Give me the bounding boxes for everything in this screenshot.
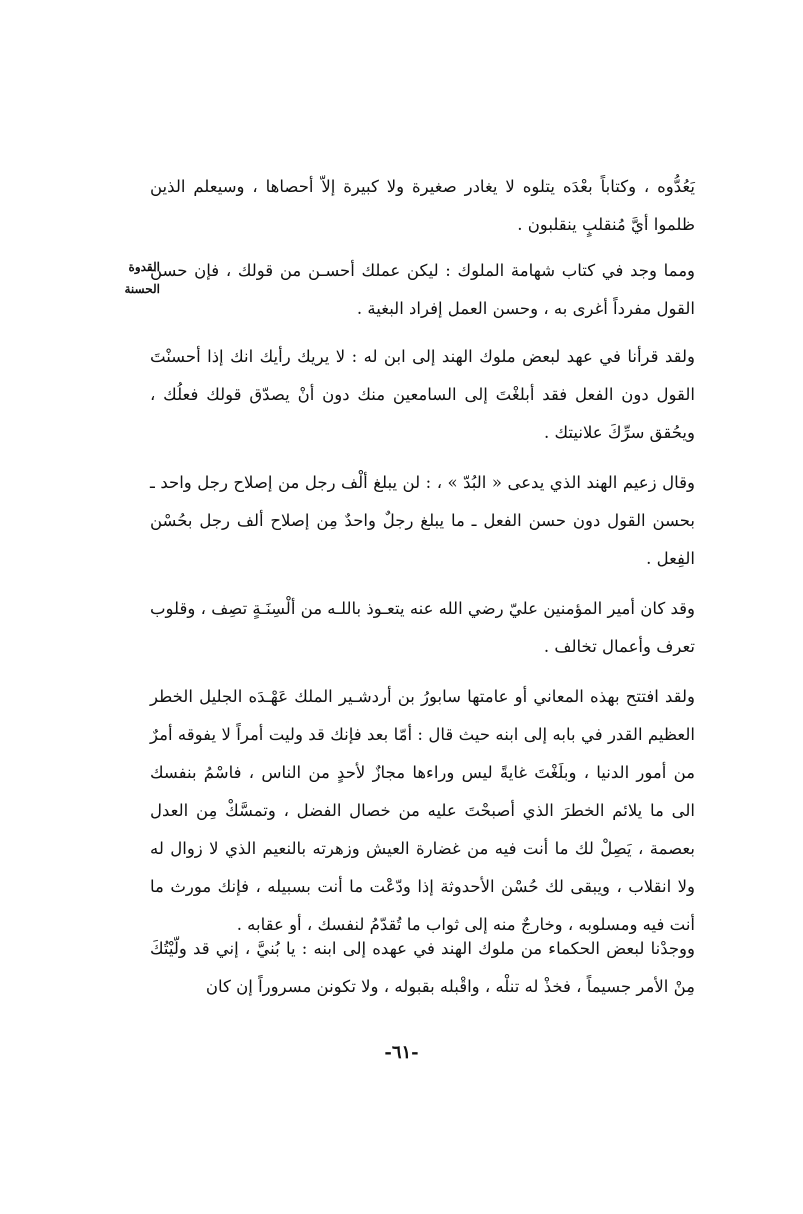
paragraph-5: وقد كان أمير المؤمنين عليّ رضي الله عنه يتعـوذ باللـه من ألْسِنَـةٍ تصِف ، وقلوب تعرف وأعمال تخالف . xyxy=(150,599,695,656)
page-number: -٦١- xyxy=(384,1042,419,1063)
paragraph-3: ولقد قرأنا في عهد لبعض ملوك الهند إلى ابن له : لا يريك رأيك انك إذا أحسنْتَ القول دون الفعل فقد أبلغْتَ إلى السامعين منك دون أنْ يصدّق قولك فعلُك ، ويحُقق سرِّكَ علانيتك . xyxy=(150,347,695,442)
margin-note: القدوة الحسنة xyxy=(124,260,160,296)
paragraph-7: ووجدْنا لبعض الحكماء من ملوك الهند في عهده إلى ابنه : يا بُنيَّ ، إني قد ولّيْتُكَ مِنْ الأمر جسيماً ، فخذْ له تنلْه ، واقْبله بقبوله ، ولا تكونن مسروراً إن كان xyxy=(150,939,695,996)
paragraph-2: ومما وجد في كتاب شهامة الملوك : ليكن عملك أحسـن من قولك ، فإن حسن القول مفرداً أغرى به ، وحسن العمل إفراد البغية . xyxy=(150,261,695,318)
paragraph-6: ولقد افتتح بهذه المعاني أو عامتها سابورُ بن أردشـير الملك عَهْـدَه الجليل الخطر العظيم القدر في بابه إلى ابنه حيث قال : أمّا بعد فإنك قد وليت أمراً لا يفوقه أمرٌ من أمور الدنيا ، وبلَغْتَ غايةً ليس وراءها مجازٌ لأحدٍ من الناس ، فاسْمُ بنفسك الى ما يلائم الخطرَ الذي أصبحْتَ عليه من خصال الفضل ، وتمسَّكْ مِن العدل بعصمة ، يَصِلْ لك ما أنت فيه من غضارة العيش وزهرته بالنعيم الذي لا زوال له ولا انقلاب ، ويبقى لك حُسْن الأحدوثة إذا ودّعْت ما أنت بسبيله ، فإنك مورث ما أنت فيه ومسلوبه ، وخارجٌ منه إلى ثواب ما تُقدّمُ لنفسك ، أو عقابه . xyxy=(150,687,695,934)
paragraph-1: يَعُدُّوه ، وكتاباً بعْدَه يتلوه لا يغادر صغيرة ولا كبيرة إلاّ أحصاها ، وسيعلم الذين ظلموا أيَّ مُنقلبٍ ينقلبون . xyxy=(150,177,695,234)
paragraph-4: وقال زعيم الهند الذي يدعى « البُدّ » ، : لن يبلغ ألْف رجل من إصلاح رجل واحد ـ بحسن القول دون حسن الفعل ـ ما يبلغ رجلٌ واحدٌ مِن إصلاح ألف رجل بحُسْن الفِعل . xyxy=(150,473,695,568)
